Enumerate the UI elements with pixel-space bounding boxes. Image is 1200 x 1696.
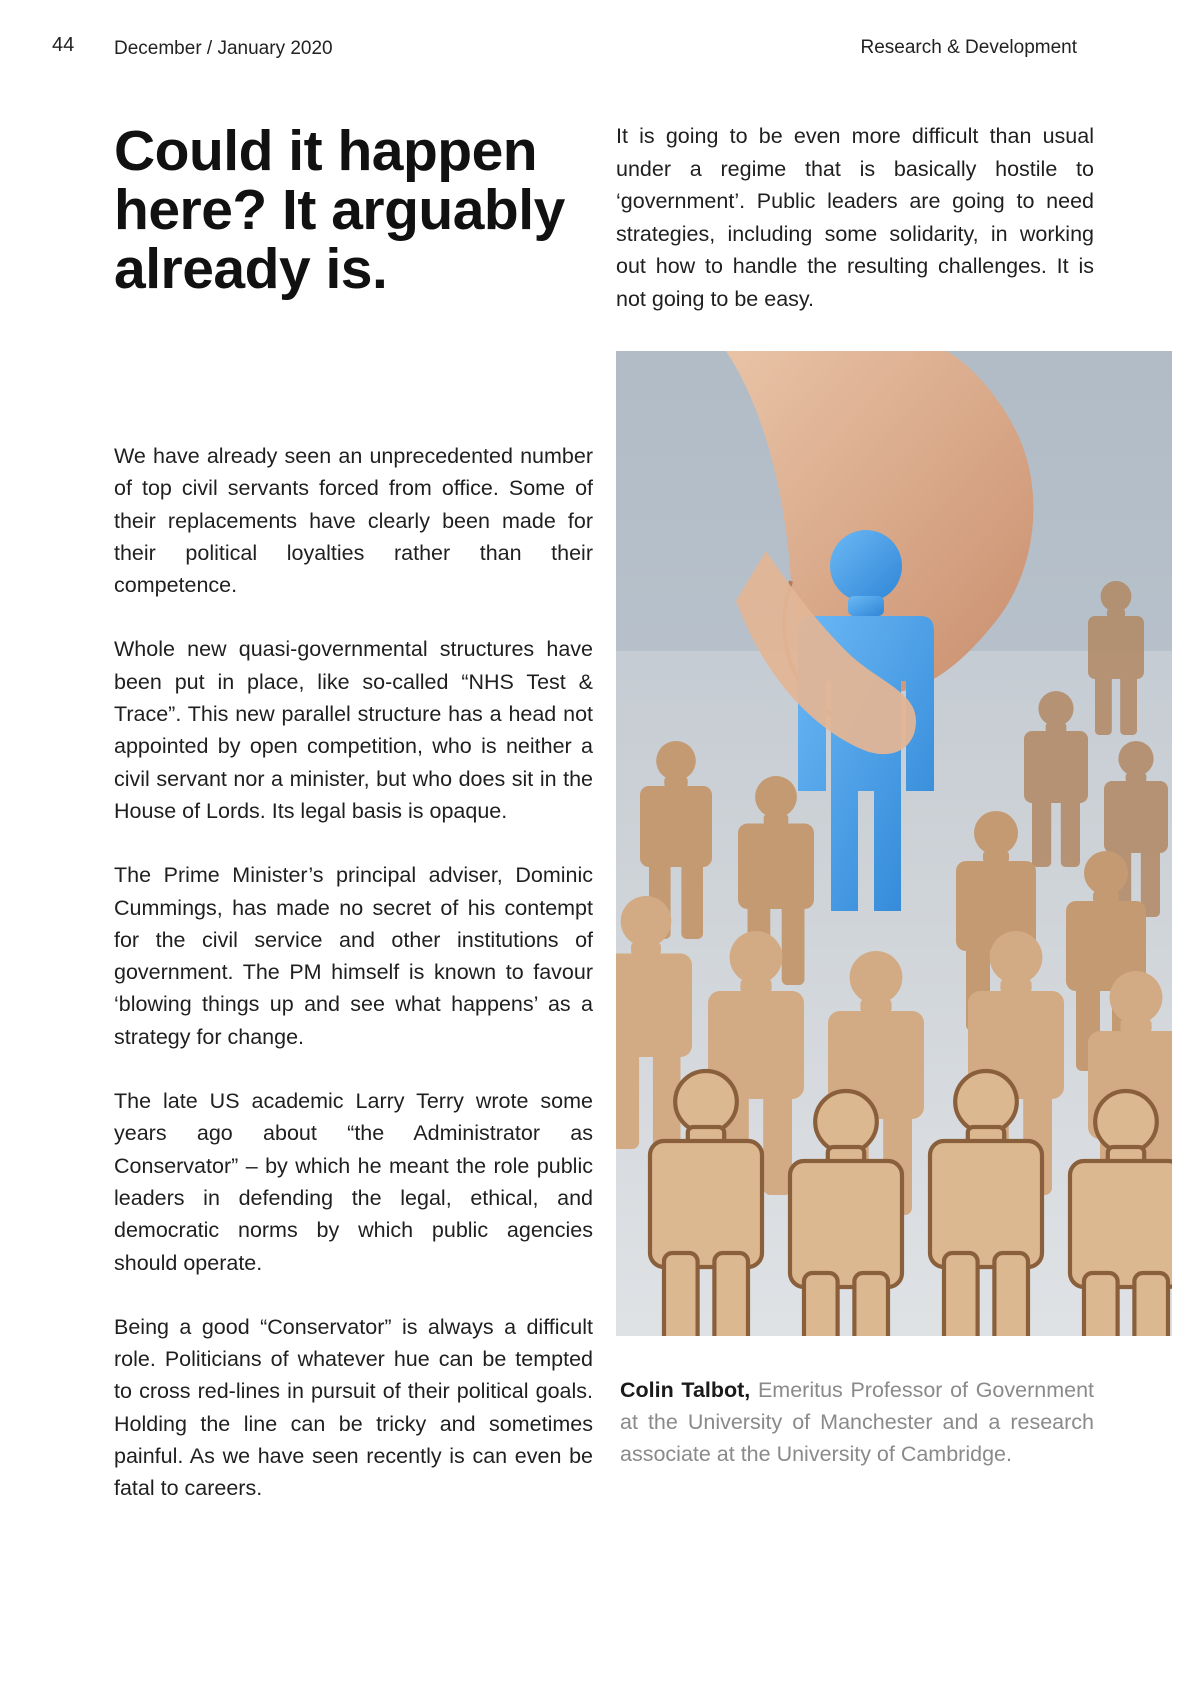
issue-date: December / January 2020 — [114, 38, 333, 59]
body-paragraph: We have already seen an unprecedented number of top civil servants forced from office. Some of their replacements have clearly been made for their political loyalties rather than their competence. — [114, 444, 593, 598]
body-paragraph: The late US academic Larry Terry wrote some years ago about “the Administrator as Conservator” – by which he meant the role public leaders in defending the legal, ethical, and democratic norms by which public agencies should operate. — [114, 1089, 593, 1275]
author-name: Colin Talbot, — [620, 1378, 751, 1402]
body-column — [114, 440, 593, 1537]
intro-paragraph: It is going to be even more difficult than usual under a regime that is basically hostile to ‘government’. Public leaders are going to need strategies, including some solidarity, in working out how to handle the resulting challenges. It is not going to be easy. — [616, 124, 1094, 311]
photo-illustration — [616, 351, 1172, 1336]
author-description: Emeritus Professor of Government at the University of Manchester and a research associate at the University of Cambridge. — [620, 1378, 1094, 1466]
body-paragraph: Whole new quasi-governmental structures have been put in place, like so-called “NHS Test & Trace”. This new parallel structure has a head not appointed by open competition, who is neither a civil servant nor a minister, but who does sit in the House of Lords. Its legal basis is opaque. — [114, 637, 593, 823]
section-label: Research & Development — [860, 37, 1077, 58]
body-paragraph: Being a good “Conservator” is always a difficult role. Politicians of whatever hue can be tempted to cross red-lines in pursuit of their political goals. Holding the line can be tricky and sometimes painful. As we have seen recently is can even be fatal to careers. — [114, 1314, 593, 1501]
body-paragraph: The Prime Minister’s principal adviser, Dominic Cummings, has made no secret of his contempt for the civil service and other institutions of government. The PM himself is known to favour ‘blowing things up and see what happens’ as a strategy for change. — [114, 863, 593, 1049]
headline: Could it happen here? It arguably already is. — [114, 119, 565, 301]
hand-picking-figure-photo — [616, 351, 1172, 1336]
page-number: 44 — [52, 34, 75, 56]
author-byline — [620, 1374, 1094, 1470]
